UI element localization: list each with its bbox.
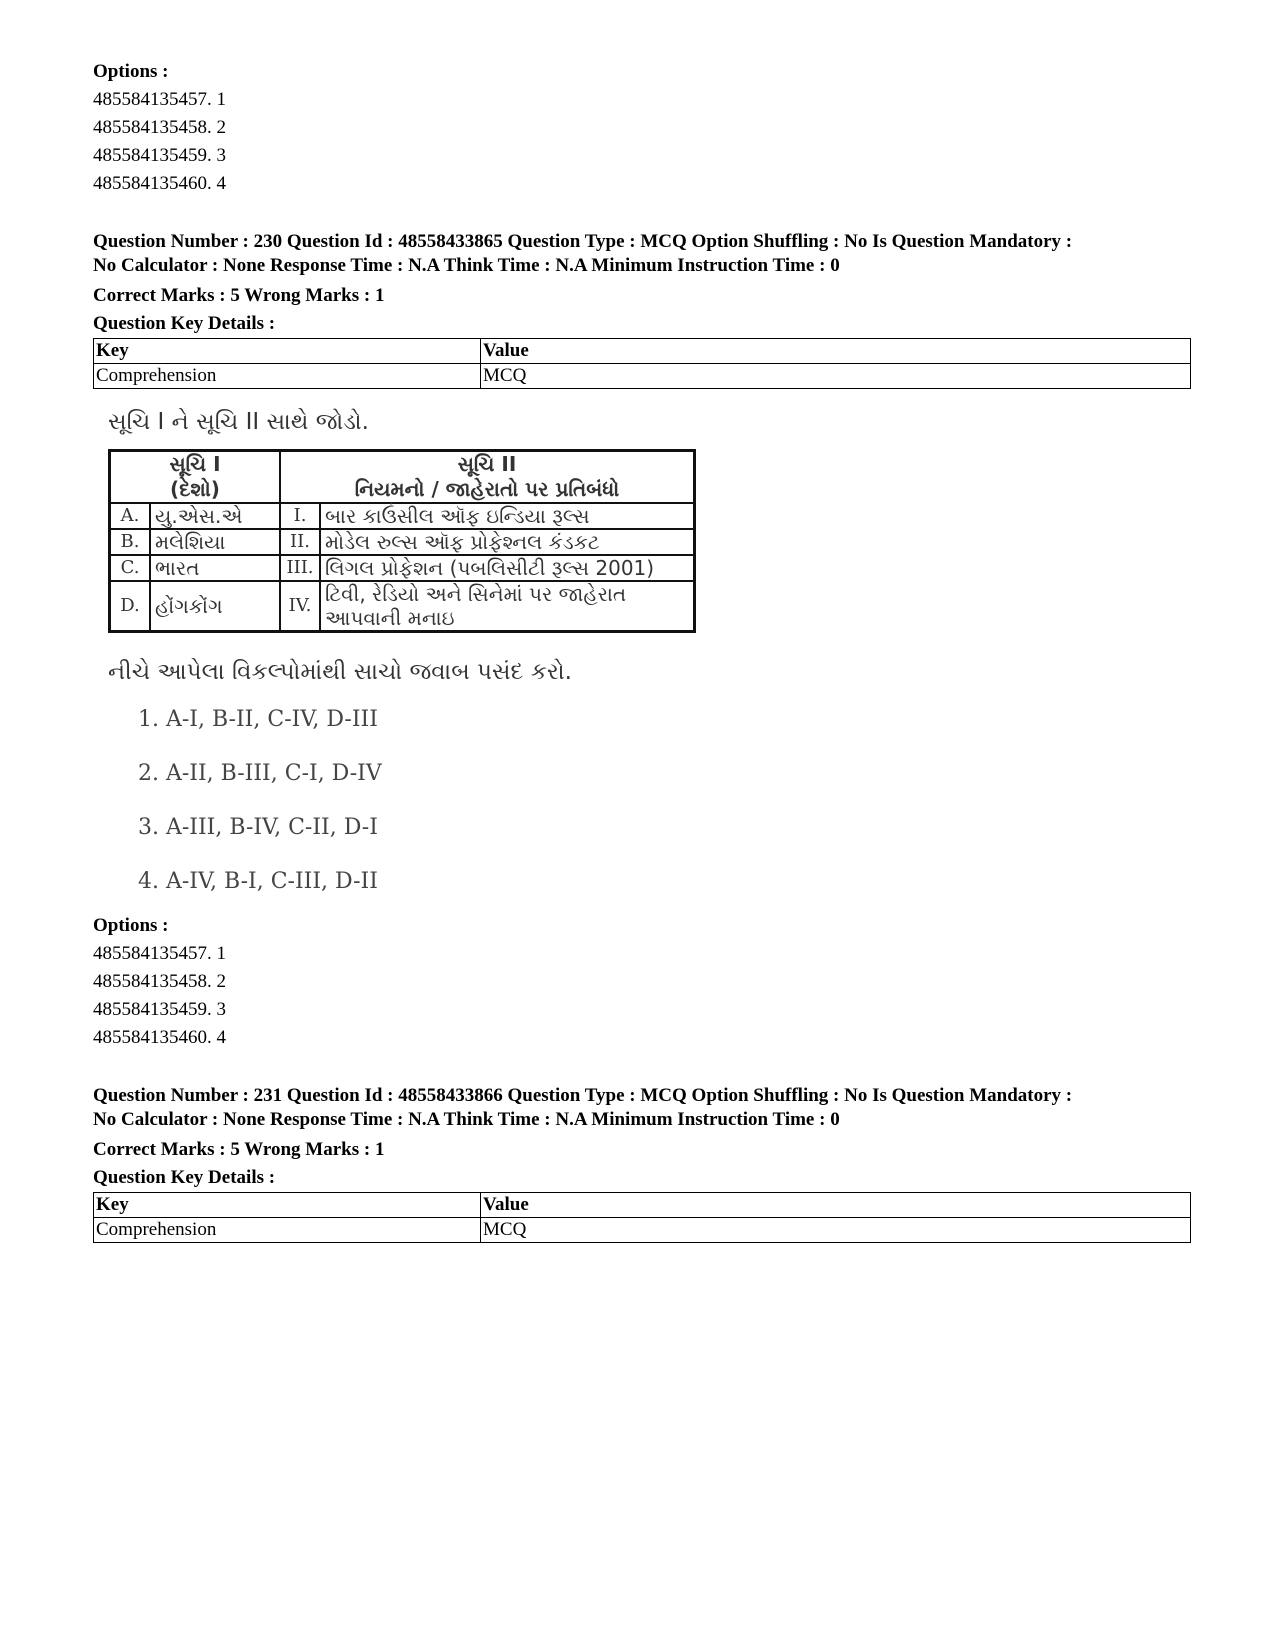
row-numeral: II. [280, 529, 320, 555]
list1-title: સૂચિ I [169, 452, 221, 476]
list2-title: સૂચિ II [457, 452, 517, 476]
question-key-heading: Question Key Details : [93, 1167, 276, 1188]
list2-item: ટિવી, રેડિયો અને સિનેમાં પર જાહેરાત આપવાની મનાઇ [320, 581, 695, 632]
row-label: B. [110, 529, 151, 555]
match-row [110, 503, 695, 529]
match-row [110, 581, 695, 632]
question-instruction: સૂચિ I ને સૂચિ II સાથે જોડો. [108, 409, 369, 435]
question-meta-line1: Question Number : 230 Question Id : 48558433865 Question Type : MCQ Option Shuffling : No Is Question Mandatory : [93, 231, 1073, 252]
option-item: 485584135460. 4 [93, 173, 226, 194]
option-item: 485584135459. 3 [93, 145, 226, 166]
question-meta-line1: Question Number : 231 Question Id : 48558433866 Question Type : MCQ Option Shuffling : No Is Question Mandatory : [93, 1085, 1073, 1106]
row-label: C. [110, 555, 151, 581]
question-meta-line2: No Calculator : None Response Time : N.A Think Time : N.A Minimum Instruction Time : 0 [93, 255, 840, 276]
document-page [93, 58, 1193, 1243]
answer-choice: 2. A-II, B-III, C-I, D-IV [138, 761, 382, 786]
value-header: Value [481, 1193, 1191, 1218]
answer-choice: 1. A-I, B-II, C-IV, D-III [138, 707, 378, 732]
value-cell: MCQ [481, 364, 1191, 389]
match-row [110, 555, 695, 581]
row-label: D. [110, 581, 151, 632]
list1-item: હોંગકોંગ [150, 581, 280, 632]
list1-item: યુ.એસ.એ [150, 503, 280, 529]
list2-item: બાર કાઉંસીલ ઑફ ઇન્ડિયા રૂલ્સ [320, 503, 695, 529]
question-marks: Correct Marks : 5 Wrong Marks : 1 [93, 285, 385, 306]
list2-header [280, 451, 695, 504]
option-item: 485584135457. 1 [93, 89, 226, 110]
option-item: 485584135460. 4 [93, 1027, 226, 1048]
row-label: A. [110, 503, 151, 529]
value-header: Value [481, 339, 1191, 364]
answer-choice: 3. A-III, B-IV, C-II, D-I [138, 815, 378, 840]
list1-subtitle: (દેશો) [170, 477, 220, 501]
list1-item: મલેશિયા [150, 529, 280, 555]
row-numeral: I. [280, 503, 320, 529]
key-header: Key [94, 1193, 481, 1218]
options-heading: Options : [93, 915, 169, 936]
question-prompt: નીચે આપેલા વિકલ્પોમાંથી સાચો જવાબ પસંદ કરો. [108, 659, 572, 685]
option-item: 485584135458. 2 [93, 117, 226, 138]
row-numeral: IV. [280, 581, 320, 632]
value-cell: MCQ [481, 1218, 1191, 1243]
match-table [108, 449, 696, 633]
option-item: 485584135457. 1 [93, 943, 226, 964]
question-key-table [93, 1192, 1191, 1243]
key-cell: Comprehension [94, 364, 481, 389]
options-heading: Options : [93, 61, 169, 82]
list1-header [110, 451, 281, 504]
question-meta-line2: No Calculator : None Response Time : N.A Think Time : N.A Minimum Instruction Time : 0 [93, 1109, 840, 1130]
option-item: 485584135459. 3 [93, 999, 226, 1020]
question-key-heading: Question Key Details : [93, 313, 276, 334]
question-image [108, 409, 728, 894]
list1-item: ભારત [150, 555, 280, 581]
list2-subtitle: નિયમનો / જાહેરાતો પર પ્રતિબંધો [354, 477, 620, 501]
list2-item: મોડેલ રુલ્સ ઑફ પ્રોફેશ્નલ કંડકટ [320, 529, 695, 555]
answer-choice: 4. A-IV, B-I, C-III, D-II [138, 869, 378, 894]
option-item: 485584135458. 2 [93, 971, 226, 992]
key-cell: Comprehension [94, 1218, 481, 1243]
key-header: Key [94, 339, 481, 364]
match-row [110, 529, 695, 555]
row-numeral: III. [280, 555, 320, 581]
question-marks: Correct Marks : 5 Wrong Marks : 1 [93, 1139, 385, 1160]
list2-item: લિગલ પ્રોફેશન (પબલિસીટી રૂલ્સ 2001) [320, 555, 695, 581]
question-key-table [93, 338, 1191, 389]
